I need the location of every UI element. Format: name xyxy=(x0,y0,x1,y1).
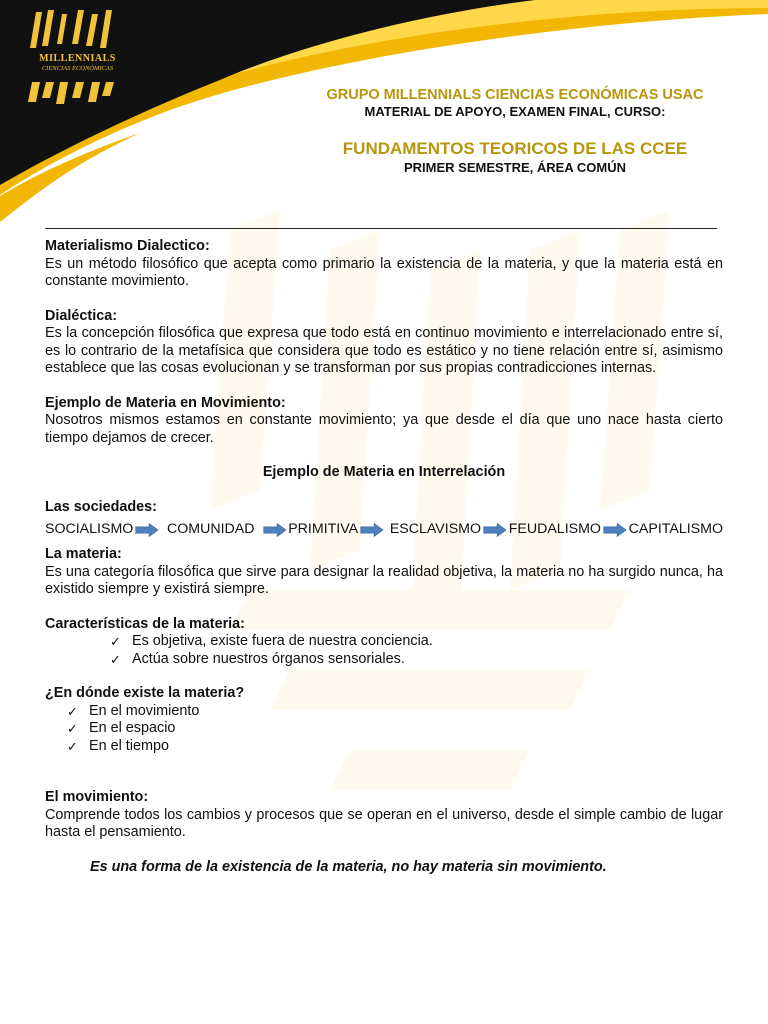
chain-item-primitiva: PRIMITIVA xyxy=(288,521,359,538)
section-body-dialectica: Es la concepción filosófica que expresa que todo está en continuo movimiento e interrelacionado entre sí, es lo contrario de la metafísica que considera que todo es estático y no tiene relación entre sí, asimismo establece que las cosas evolucionan y se transforman por sus propias contradicciones internas. xyxy=(45,325,723,376)
chain-item-comunidad: COMUNIDAD xyxy=(167,521,255,538)
chain-item-socialismo: SOCIALISMO xyxy=(45,521,134,538)
chain-item-feudalismo: FEUDALISMO xyxy=(508,521,601,538)
list-item: ✓ En el espacio xyxy=(67,720,176,736)
section-title-donde: ¿En dónde existe la materia? xyxy=(45,685,245,701)
closing-quote: Es una forma de la existencia de la materia, no hay materia sin movimiento. xyxy=(90,858,607,875)
section-body-materialismo: Es un método filosófico que acepta como primario la existencia de la materia, y que la materia está en constante movimiento. xyxy=(45,255,723,289)
section-body-movimiento: Comprende todos los cambios y procesos que se operan en el universo, desde el simple cambio de lugar hasta el pensamiento. xyxy=(45,806,723,840)
list-item: ✓ En el movimiento xyxy=(67,702,200,719)
semester-title: PRIMER SEMESTRE, ÁREA COMÚN xyxy=(404,160,626,175)
section-title-materia: La materia: xyxy=(45,546,122,562)
donde-list xyxy=(45,703,723,756)
section-body-materia: Es una categoría filosófica que sirve para designar la realidad objetiva, la materia no ha surgido nunca, ha existido siempre y existirá siempre. xyxy=(45,563,723,597)
check-icon: ✓ xyxy=(110,634,121,649)
document-body xyxy=(45,238,723,876)
logo-subtitle: CIENCIAS ECONÓMICAS xyxy=(41,65,114,72)
list-item: ✓ En el tiempo xyxy=(67,737,169,754)
check-icon: ✓ xyxy=(67,738,78,754)
divider-line xyxy=(45,228,717,229)
arrow-right-icon xyxy=(603,521,627,539)
arrow-right-icon xyxy=(135,521,159,539)
section-title-ejemplo-movimiento: Ejemplo de Materia en Movimiento: xyxy=(45,394,286,411)
section-title-ejemplo-interrelacion: Ejemplo de Materia en Interrelación xyxy=(262,464,506,480)
societies-chain xyxy=(45,520,723,540)
list-item: ✓ Es objetiva, existe fuera de nuestra conciencia. xyxy=(110,633,433,649)
list-item: ✓ Actúa sobre nuestros órganos sensoriales. xyxy=(110,650,405,667)
arrow-right-icon xyxy=(263,521,287,539)
logo-title: MILLENNIALS xyxy=(39,53,116,64)
check-icon: ✓ xyxy=(110,651,121,667)
section-body-ejemplo-movimiento: Nosotros mismos estamos en constante movimiento; ya que desde el día que uno nace hasta cierto tiempo dejamos de crecer. xyxy=(45,412,723,446)
chain-item-esclavismo: ESCLAVISMO xyxy=(389,521,482,538)
logo-text xyxy=(30,54,125,73)
check-icon: ✓ xyxy=(67,721,78,736)
section-title-materialismo: Materialismo Dialectico: xyxy=(45,238,210,254)
group-title: GRUPO MILLENNIALS CIENCIAS ECONÓMICAS USAC xyxy=(326,87,704,103)
section-title-caracteristicas: Características de la materia: xyxy=(45,615,245,632)
arrow-right-icon xyxy=(483,521,507,539)
caracteristicas-list xyxy=(45,633,723,668)
course-title: FUNDAMENTOS TEORICOS DE LAS CCEE xyxy=(342,139,688,158)
check-icon: ✓ xyxy=(67,703,78,719)
section-title-movimiento: El movimiento: xyxy=(45,789,149,805)
chain-item-capitalismo: CAPITALISMO xyxy=(628,521,723,538)
material-title: MATERIAL DE APOYO, EXAMEN FINAL, CURSO: xyxy=(364,104,666,119)
arrow-right-icon xyxy=(360,521,384,539)
section-title-dialectica: Dialéctica: xyxy=(45,307,117,324)
section-title-sociedades: Las sociedades: xyxy=(45,498,157,515)
